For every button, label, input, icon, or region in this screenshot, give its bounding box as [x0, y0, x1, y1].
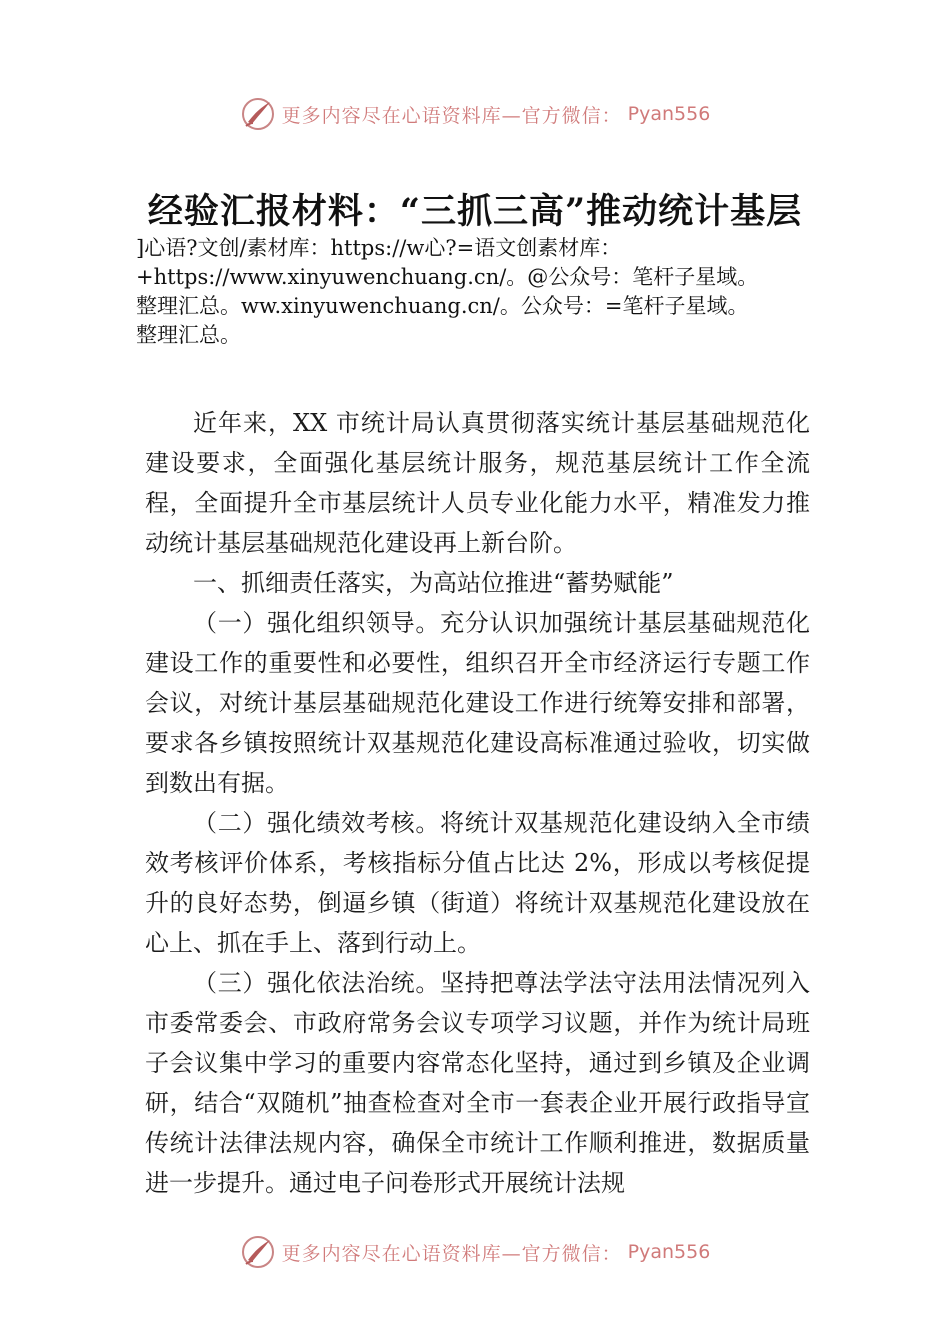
paragraph-rule-of-law: （三）强化依法治统。坚持把尊法学法守法用法情况列入市委常委会、市政府常务会议专项学习议题，并作为统计局班子会议集中学习的重要内容常态化坚持，通过到乡镇及企业调研，结合“双随机”抽查检查对全市一套表企业开展行政指导宣传统计法律法规内容，确保全市统计工作顺利推进，数据质量进一步提升。通过电子问卷形式开展统计法规	[145, 969, 810, 1197]
source-line: 整理汇总。ww.xinyuwenchuang.cn/。公众号：=笔杆子星域。	[136, 294, 749, 318]
banner-text: 更多内容尽在心语资料库—官方微信：	[281, 104, 622, 127]
source-notice	[136, 234, 826, 350]
banner-wechat-id: Pyan556	[627, 1241, 711, 1263]
document-body	[145, 403, 810, 1203]
footer-watermark-banner	[0, 1232, 950, 1272]
source-line: 整理汇总。	[136, 323, 241, 347]
intro-paragraph: 近年来，XX 市统计局认真贯彻落实统计基层基础规范化建设要求，全面强化基层统计服务，规范基层统计工作全流程，全面提升全市基层统计人员专业化能力水平，精准发力推动统计基层基础规范化建设再上新台阶。	[145, 409, 810, 557]
header-watermark-banner	[0, 94, 950, 134]
source-line: +https://www.xinyuwenchuang.cn/。@公众号：笔杆子星域。	[136, 265, 759, 289]
document-title: 经验汇报材料：“三抓三高”推动统计基层	[147, 191, 803, 232]
section-heading: 一、抓细责任落实，为高站位推进“蓄势赋能”	[193, 569, 674, 597]
banner-text: 更多内容尽在心语资料库—官方微信：	[281, 1242, 622, 1265]
banner-wechat-id: Pyan556	[627, 103, 711, 125]
brush-logo-icon	[240, 1234, 276, 1270]
paragraph-assessment: （二）强化绩效考核。将统计双基规范化建设纳入全市绩效考核评价体系，考核指标分值占比达 2%，形成以考核促提升的良好态势，倒逼乡镇（街道）将统计双基规范化建设放在心上、抓在手上、落到行动上。	[145, 809, 810, 957]
paragraph-organization: （一）强化组织领导。充分认识加强统计基层基础规范化建设工作的重要性和必要性，组织召开全市经济运行专题工作会议，对统计基层基础规范化建设工作进行统筹安排和部署，要求各乡镇按照统计双基规范化建设高标准通过验收，切实做到数出有据。	[145, 609, 810, 797]
brush-logo-icon	[240, 96, 276, 132]
source-line: ]心语?文创/素材库：https://w心?=语文创素材库：	[136, 236, 622, 260]
